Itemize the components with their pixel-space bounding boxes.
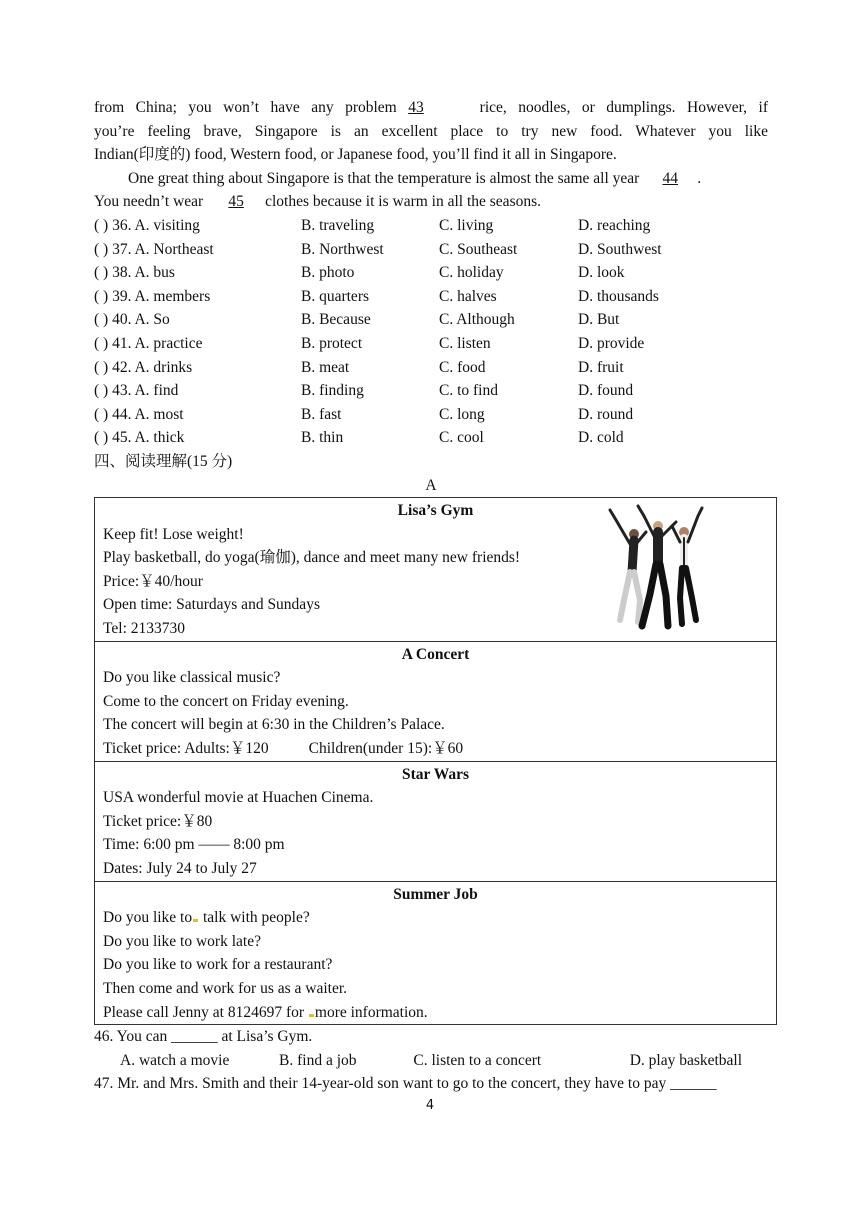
ad-line	[103, 1001, 768, 1025]
option-c[interactable]: C. listen to a concert	[413, 1051, 542, 1069]
question-option-b[interactable]: B. traveling	[301, 216, 375, 234]
question-row	[94, 261, 768, 285]
question-option-d[interactable]: D. cold	[578, 429, 624, 447]
question-row	[94, 426, 768, 450]
question-option-c[interactable]: C. food	[439, 358, 486, 376]
question-option-c[interactable]: C. long	[439, 405, 485, 423]
passage-text: One great thing about Singapore is that the temperature is almost the same all year	[128, 169, 644, 187]
question-option-a[interactable]: ( ) 37. A. Northeast	[94, 240, 214, 258]
question-row	[94, 403, 768, 427]
question-option-b[interactable]: B. Because	[301, 311, 371, 329]
question-option-c[interactable]: C. Although	[439, 311, 515, 329]
question-option-b[interactable]: B. quarters	[301, 287, 370, 305]
ad-line: Ticket price:￥80	[103, 812, 213, 830]
ad-line: Do you like to work for a restaurant?	[103, 956, 333, 974]
passage-text: .	[697, 169, 702, 187]
ad-line: Play basketball, do yoga(瑜伽), dance and meet many new friends!	[103, 549, 521, 567]
passage-label: A	[425, 476, 437, 494]
passage-line-4	[94, 167, 768, 191]
question-47-stem: 47. Mr. and Mrs. Smith and their 14-year-old son want to go to the concert, they have to pay ______	[94, 1075, 717, 1093]
question-option-b[interactable]: B. Northwest	[301, 240, 384, 258]
question-row	[94, 332, 768, 356]
question-option-c[interactable]: C. Southeast	[439, 240, 518, 258]
question-option-b[interactable]: B. protect	[301, 334, 363, 352]
question-option-d[interactable]: D. Southwest	[578, 240, 662, 258]
ad-line: USA wonderful movie at Huachen Cinema.	[103, 789, 374, 807]
question-option-c[interactable]: C. to find	[439, 382, 498, 400]
page-number: 4	[425, 1098, 435, 1113]
question-option-a[interactable]: ( ) 42. A. drinks	[94, 358, 193, 376]
question-option-c[interactable]: C. living	[439, 216, 494, 234]
dancers-image	[606, 502, 706, 632]
question-option-a[interactable]: ( ) 44. A. most	[94, 405, 184, 423]
question-option-c[interactable]: C. cool	[439, 429, 484, 447]
question-option-b[interactable]: B. meat	[301, 358, 350, 376]
question-row	[94, 379, 768, 403]
ad-text: Please call Jenny at 8124697 for	[103, 1003, 308, 1021]
passage-line-2: you’re feeling brave, Singapore is an excellent place to try new food. Whatever you like	[94, 122, 768, 140]
ad-concert	[95, 641, 777, 761]
question-option-b[interactable]: B. finding	[301, 382, 364, 400]
ad-title: A Concert	[401, 645, 470, 663]
question-option-d[interactable]: D. fruit	[578, 358, 624, 376]
ads-table	[94, 497, 777, 1025]
ad-line: Dates: July 24 to July 27	[103, 860, 257, 877]
highlight-mark	[309, 1014, 314, 1017]
ad-line: Come to the concert on Friday evening.	[103, 692, 349, 710]
passage-text: from China; you won’t have any problem	[94, 99, 409, 116]
passage-text: You needn’t wear	[94, 193, 208, 211]
question-option-a[interactable]: ( ) 36. A. visiting	[94, 216, 200, 234]
ad-line: Tel: 2133730	[103, 620, 186, 638]
ad-line: Do you like to work late?	[103, 932, 261, 950]
passage-line-1	[94, 96, 768, 120]
question-option-b[interactable]: B. fast	[301, 405, 342, 423]
ad-line: Do you like classical music?	[103, 669, 281, 687]
blank-44: 44	[662, 169, 678, 187]
ad-text: talk with people?	[199, 909, 310, 927]
ad-gym	[95, 498, 777, 642]
question-option-d[interactable]: D. But	[578, 311, 620, 329]
question-option-a[interactable]: ( ) 39. A. members	[94, 287, 211, 305]
question-row	[94, 308, 768, 332]
question-option-c[interactable]: C. listen	[439, 334, 491, 352]
passage-line-3: Indian(印度的) food, Western food, or Japanese food, you’ll find it all in Singapore.	[94, 146, 617, 164]
question-option-a[interactable]: ( ) 45. A. thick	[94, 429, 185, 447]
ad-line: Then come and work for us as a waiter.	[103, 979, 348, 997]
highlight-mark	[193, 919, 198, 922]
passage-text: clothes because it is warm in all the seasons.	[265, 193, 542, 211]
ad-title: Star Wars	[401, 765, 470, 783]
option-d[interactable]: D. play basketball	[629, 1051, 743, 1069]
ad-line: Time: 6:00 pm —— 8:00 pm	[103, 836, 285, 854]
question-option-d[interactable]: D. reaching	[578, 216, 651, 234]
ticket-children: Children(under 15):￥60	[308, 740, 464, 758]
option-b[interactable]: B. find a job	[279, 1051, 357, 1069]
ad-line	[103, 906, 768, 930]
section-title: 四、阅读理解(15 分)	[94, 452, 233, 470]
ad-line: The concert will begin at 6:30 in the Children’s Palace.	[103, 716, 445, 734]
ad-title: Summer Job	[393, 885, 478, 903]
ad-text: Do you like to	[103, 909, 193, 927]
question-option-d[interactable]: D. provide	[578, 334, 645, 352]
blank-43: 43	[408, 99, 424, 116]
question-option-c[interactable]: C. halves	[439, 287, 497, 305]
question-option-c[interactable]: C. holiday	[439, 264, 504, 282]
ad-line	[103, 737, 768, 761]
cloze-questions	[94, 214, 768, 450]
ad-movie	[95, 761, 777, 881]
ad-line: Price:￥40/hour	[103, 572, 203, 590]
question-option-b[interactable]: B. thin	[301, 429, 344, 447]
ad-job	[95, 881, 777, 1025]
blank-45: 45	[228, 193, 244, 211]
question-option-a[interactable]: ( ) 41. A. practice	[94, 334, 203, 352]
question-row	[94, 214, 768, 238]
passage-text: rice, noodles, or dumplings. However, if	[468, 99, 769, 116]
exam-page	[94, 96, 768, 1096]
question-option-b[interactable]: B. photo	[301, 264, 355, 282]
question-46-options	[94, 1049, 768, 1073]
ad-text: more information.	[314, 1003, 428, 1021]
ad-title: Lisa’s Gym	[397, 502, 474, 520]
question-row	[94, 238, 768, 262]
question-option-a[interactable]: ( ) 40. A. So	[94, 311, 170, 329]
question-option-d[interactable]: D. round	[578, 405, 634, 423]
ad-line: Keep fit! Lose weight!	[103, 525, 244, 543]
question-option-a[interactable]: ( ) 43. A. find	[94, 382, 179, 400]
passage-line-5	[94, 190, 768, 214]
question-row	[94, 285, 768, 309]
question-option-d[interactable]: D. found	[578, 382, 634, 400]
option-a[interactable]: A. watch a movie	[120, 1051, 230, 1069]
question-option-d[interactable]: D. thousands	[578, 287, 659, 305]
ticket-adults: Ticket price: Adults:￥120	[103, 740, 269, 758]
question-row	[94, 356, 768, 380]
question-46-stem: 46. You can ______ at Lisa’s Gym.	[94, 1028, 313, 1046]
question-option-a[interactable]: ( ) 38. A. bus	[94, 264, 175, 282]
ad-line: Open time: Saturdays and Sundays	[103, 596, 320, 614]
question-option-d[interactable]: D. look	[578, 264, 625, 282]
